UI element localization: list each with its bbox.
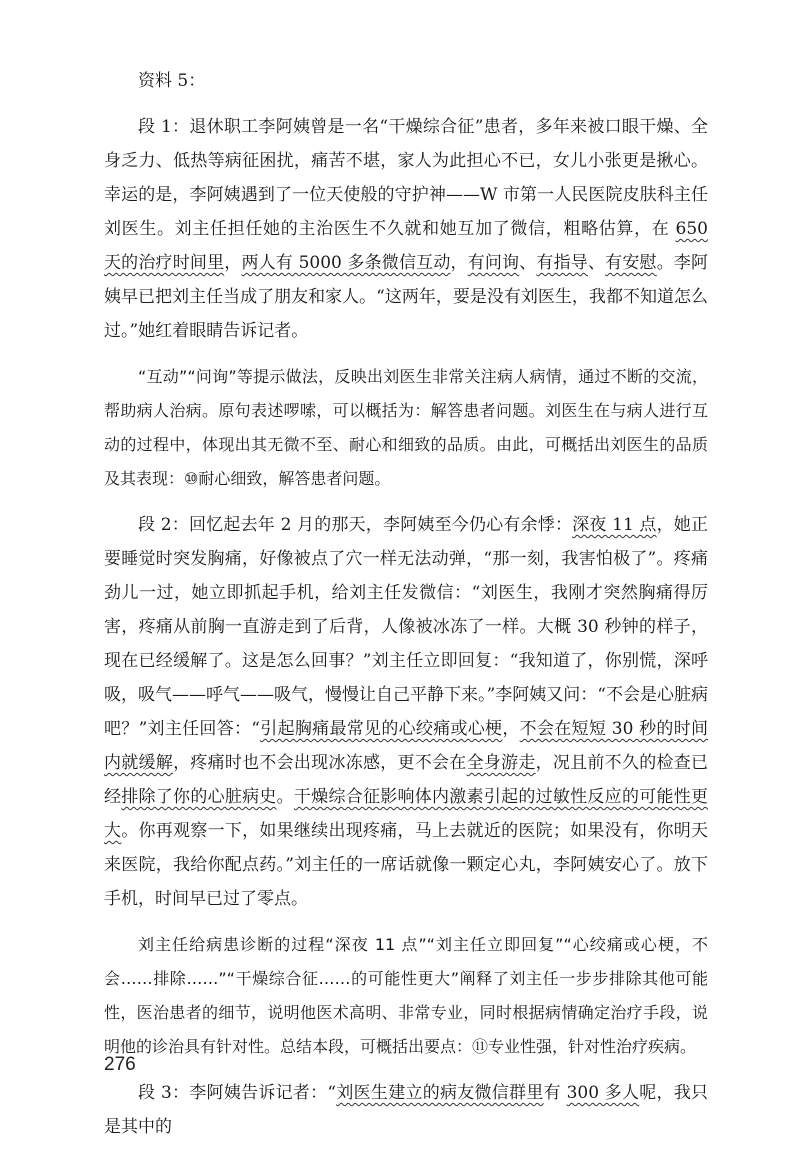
text-segment: ，况且前不久的检查已经: [104, 753, 709, 807]
page-content: [104, 64, 708, 1156]
text-segment: ，疼痛时也不会出现冰冻感，更不会在: [173, 753, 467, 773]
source-paragraph: [104, 1076, 708, 1144]
text-segment: 、: [587, 253, 606, 273]
text-segment: 、: [519, 253, 537, 273]
section-heading: 资料 5：: [138, 71, 206, 91]
text-segment: ，: [450, 253, 468, 273]
underlined-phrase: 两人有 5000 多条微信互动: [241, 253, 451, 273]
text-segment: ，她正要睡觉时突发胸痛，好像被点了穴一样无法动弹，“那一刻，我害怕极了”。疼痛劲儿一过，她立即抓起手机，给刘主任发微信：“刘医生，我刚才突然胸痛得厉害，疼痛从前胸一直游走到了后背，人像被冰冻了一样。大概 30 秒钟的样子，现在已经缓解了。这是怎么回事？”刘主任立即回复：“我知道了，你别慌，深呼吸，吸气——呼气——吸气，慢慢让自己平静下来。”李阿姨又问：“不会是心脏病吧？”刘主任回答：“: [104, 515, 709, 739]
source-paragraph: [104, 110, 708, 348]
text-segment: 。李阿姨早已把刘主任当成了朋友和家人。“这两年，要是没有刘医生，我都不知道怎么过。”她红着眼睛告诉记者。: [104, 253, 709, 341]
text-segment: 。: [276, 787, 294, 807]
text-segment: 。你再观察一下，如果继续出现疼痛，马上去就近的医院；如果没有，你明天来医院，我给你配点药。”刘主任的一席话就像一颗定心丸，李阿姨安心了。放下手机，时间早已过了零点。: [104, 821, 708, 909]
underlined-phrase: 干燥综合征影响体内激素引起的过敏性反应的可能性更大: [104, 787, 709, 841]
underlined-phrase: 300 多人: [566, 1083, 640, 1103]
source-paragraph: [104, 508, 708, 916]
text-segment: ，: [502, 719, 520, 739]
underlined-phrase: 不会在短短 30 秒的时间内就缓解: [104, 719, 708, 773]
text-segment: 呢，我只是其中的: [104, 1083, 709, 1137]
underlined-phrase: 引起胸痛最常见的心绞痛或心梗: [260, 719, 503, 739]
page-number: 276: [104, 1054, 136, 1075]
text-segment: 段 1：退休职工李阿姨曾是一名“干燥综合征”患者，多年来被口眼干燥、全身乏力、低热等病征困扰，痛苦不堪，家人为此担心不已，女儿小张更是揪心。幸运的是，李阿姨遇到了一位天使般的守护神——W 市第一人民医院皮肤科主任刘医生。刘主任担任她的主治医生不久就和她互加了微信，粗略估算，在: [104, 117, 708, 239]
underlined-phrase: 全身游走: [466, 753, 536, 773]
underlined-phrase: 有问询: [467, 253, 520, 273]
text-segment: “互动”“问询”等提示做法，反映出刘医生非常关注病人病情，通过不断的交流，帮助病人治病。原句表述啰嗦，可以概括为：解答患者问题。刘医生在与病人进行互动的过程中，体现出其无微不至、耐心和细致的品质。由此，可概括出刘医生的品质及其表现：⑩耐心细致，解答患者问题。: [104, 367, 708, 488]
text-segment: ，: [224, 253, 242, 273]
underlined-phrase: 刘医生建立的病友微信群里: [336, 1083, 544, 1103]
paragraph-list: [104, 110, 708, 1144]
text-segment: 段 3：李阿姨告诉记者：“: [138, 1083, 337, 1103]
underlined-phrase: 有安慰: [605, 253, 657, 273]
analysis-paragraph: [104, 360, 708, 496]
analysis-paragraph: [104, 928, 708, 1064]
text-segment: 有: [543, 1083, 567, 1103]
underlined-phrase: 有指导: [536, 253, 588, 273]
text-segment: 段 2：回忆起去年 2 月的那天，李阿姨至今仍心有余悸：: [138, 515, 573, 535]
underlined-phrase: 650 天的治疗时间里: [104, 219, 708, 273]
underlined-phrase: 深夜 11 点: [572, 515, 657, 535]
underlined-phrase: 排除了你的心脏病史: [121, 787, 277, 807]
text-segment: 刘主任给病患诊断的过程“深夜 11 点”“刘主任立即回复”“心绞痛或心梗，不会……排除……”“干燥综合征……的可能性更大”阐释了刘主任一步步排除其他可能性，医治患者的细节，说明他医术高明、非常专业，同时根据病情确定治疗手段，说明他的诊治具有针对性。总结本段，可概括出要点：⑪专业性强，针对性治疗疾病。: [104, 935, 708, 1056]
